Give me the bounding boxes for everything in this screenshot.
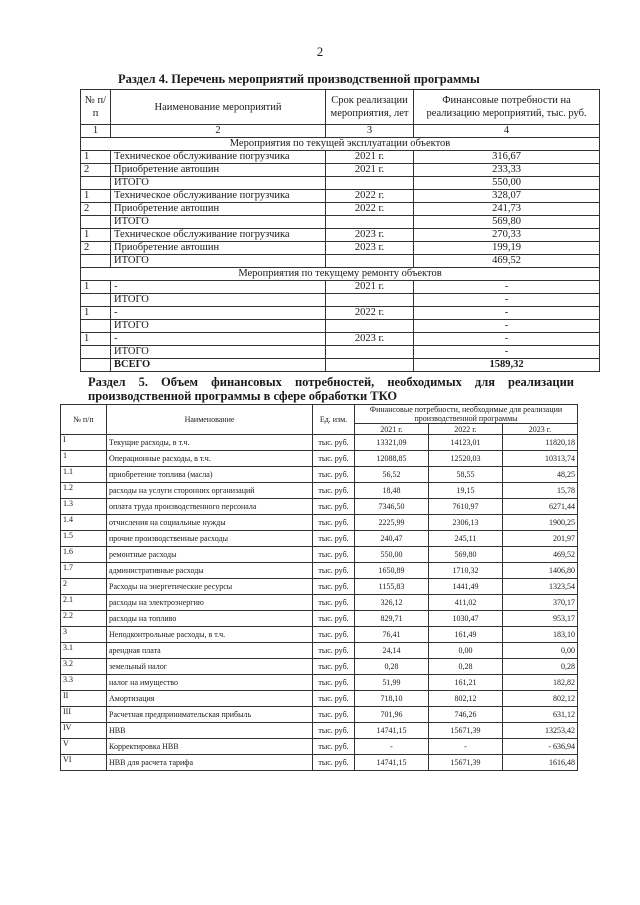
row-period: [326, 346, 414, 359]
row-number: 1: [81, 151, 111, 164]
table-row: [61, 755, 578, 771]
col-number: 2: [111, 125, 326, 138]
row-number: V: [61, 739, 107, 755]
header-year: 2021 г.: [355, 424, 429, 435]
subsection-title: Мероприятия по текущей эксплуатации объектов: [81, 138, 600, 151]
header-name: Наименование мероприятий: [111, 90, 326, 125]
row-name: административные расходы: [107, 563, 313, 579]
row-number: II: [61, 691, 107, 707]
row-value: 1650,89: [355, 563, 429, 579]
row-value: 24,14: [355, 643, 429, 659]
row-value: 1900,25: [503, 515, 578, 531]
table-row: [81, 281, 600, 294]
row-name: Приобретение автошин: [111, 242, 326, 255]
row-value: 746,26: [429, 707, 503, 723]
row-number: III: [61, 707, 107, 723]
row-value: 326,12: [355, 595, 429, 611]
row-name: НВВ для расчета тарифа: [107, 755, 313, 771]
table-row: [61, 499, 578, 515]
row-number: [81, 255, 111, 268]
row-value: -: [414, 333, 600, 346]
row-value: 1710,32: [429, 563, 503, 579]
row-value: 1616,48: [503, 755, 578, 771]
header-name: Наименование: [107, 405, 313, 435]
row-value: 15671,39: [429, 723, 503, 739]
row-name: ИТОГО: [111, 320, 326, 333]
row-unit: тыс. руб.: [313, 675, 355, 691]
subsection-title: Мероприятия по текущему ремонту объектов: [81, 268, 600, 281]
table-row: [61, 723, 578, 739]
header-finance: Финансовые потребности, необходимые для реализации производственной программы: [355, 405, 578, 424]
row-value: -: [414, 307, 600, 320]
row-name: Расчетная предпринимательская прибыль: [107, 707, 313, 723]
total-value: 1589,32: [414, 359, 600, 372]
row-value: 0,00: [429, 643, 503, 659]
row-value: 631,12: [503, 707, 578, 723]
row-value: 1441,49: [429, 579, 503, 595]
row-value: 829,71: [355, 611, 429, 627]
table-row: [81, 346, 600, 359]
header-num: № п/п: [81, 90, 111, 125]
row-value: 411,02: [429, 595, 503, 611]
row-value: 316,67: [414, 151, 600, 164]
subsection-row: [81, 268, 600, 281]
row-name: ИТОГО: [111, 216, 326, 229]
row-number: 3.3: [61, 675, 107, 691]
row-number: [81, 320, 111, 333]
row-value: 18,48: [355, 483, 429, 499]
row-value: 569,80: [414, 216, 600, 229]
row-name: Текущие расходы, в т.ч.: [107, 435, 313, 451]
row-name: Операционные расходы, в т.ч.: [107, 451, 313, 467]
row-number: 1: [81, 281, 111, 294]
table-row: [81, 177, 600, 190]
row-value: 7346,50: [355, 499, 429, 515]
row-value: 802,12: [429, 691, 503, 707]
row-period: 2023 г.: [326, 242, 414, 255]
row-value: 199,19: [414, 242, 600, 255]
row-period: 2022 г.: [326, 203, 414, 216]
row-value: 12088,85: [355, 451, 429, 467]
row-value: 718,10: [355, 691, 429, 707]
row-name: ИТОГО: [111, 346, 326, 359]
row-value: -: [414, 281, 600, 294]
row-name: арендная плата: [107, 643, 313, 659]
section5-table: [60, 404, 578, 771]
row-number: 2: [61, 579, 107, 595]
row-value: 161,49: [429, 627, 503, 643]
row-period: [326, 294, 414, 307]
header-unit: Ед. изм.: [313, 405, 355, 435]
row-name: -: [111, 333, 326, 346]
row-value: 14741,15: [355, 755, 429, 771]
row-value: 240,47: [355, 531, 429, 547]
total-row: [81, 359, 600, 372]
table-row: [61, 547, 578, 563]
row-value: 6271,44: [503, 499, 578, 515]
row-unit: тыс. руб.: [313, 547, 355, 563]
row-period: [326, 255, 414, 268]
row-name: Техническое обслуживание погрузчика: [111, 151, 326, 164]
row-name: оплата труда производственного персонала: [107, 499, 313, 515]
row-unit: тыс. руб.: [313, 531, 355, 547]
row-name: прочие производственные расходы: [107, 531, 313, 547]
column-numbers-row: [81, 125, 600, 138]
row-number: 1.5: [61, 531, 107, 547]
row-unit: тыс. руб.: [313, 435, 355, 451]
row-period: [326, 359, 414, 372]
row-value: 12520,03: [429, 451, 503, 467]
page-number: 2: [316, 44, 324, 59]
row-value: 76,41: [355, 627, 429, 643]
table-row: [81, 242, 600, 255]
row-name: расходы на топливо: [107, 611, 313, 627]
row-value: 370,17: [503, 595, 578, 611]
table-row: [61, 451, 578, 467]
table-row: [81, 229, 600, 242]
row-period: [326, 320, 414, 333]
row-number: 1.3: [61, 499, 107, 515]
table-row: [81, 255, 600, 268]
row-period: 2021 г.: [326, 151, 414, 164]
row-value: 0,28: [429, 659, 503, 675]
row-number: I: [61, 435, 107, 451]
row-value: 201,97: [503, 531, 578, 547]
row-unit: тыс. руб.: [313, 499, 355, 515]
row-value: 14741,15: [355, 723, 429, 739]
row-value: 270,33: [414, 229, 600, 242]
section4-header-row: [81, 90, 600, 125]
row-value: 15671,39: [429, 755, 503, 771]
table-row: [81, 151, 600, 164]
row-name: Техническое обслуживание погрузчика: [111, 190, 326, 203]
row-unit: тыс. руб.: [313, 755, 355, 771]
row-period: 2022 г.: [326, 190, 414, 203]
row-value: 802,12: [503, 691, 578, 707]
row-value: 2306,13: [429, 515, 503, 531]
row-name: приобретение топлива (масла): [107, 467, 313, 483]
row-value: 58,55: [429, 467, 503, 483]
row-name: Техническое обслуживание погрузчика: [111, 229, 326, 242]
row-unit: тыс. руб.: [313, 563, 355, 579]
row-unit: тыс. руб.: [313, 659, 355, 675]
row-number: 2: [81, 203, 111, 216]
row-name: Амортизация: [107, 691, 313, 707]
row-name: Приобретение автошин: [111, 164, 326, 177]
row-name: земельный налог: [107, 659, 313, 675]
row-value: 56,52: [355, 467, 429, 483]
row-unit: тыс. руб.: [313, 595, 355, 611]
row-name: ИТОГО: [111, 177, 326, 190]
row-value: 233,33: [414, 164, 600, 177]
table-row: [61, 483, 578, 499]
row-value: 953,17: [503, 611, 578, 627]
row-value: 0,28: [503, 659, 578, 675]
row-number: [81, 294, 111, 307]
row-number: VI: [61, 755, 107, 771]
table-row: [61, 531, 578, 547]
table-row: [61, 627, 578, 643]
row-value: 13321,09: [355, 435, 429, 451]
table-row: [61, 515, 578, 531]
table-row: [61, 659, 578, 675]
row-name: Корректировка НВВ: [107, 739, 313, 755]
row-number: 3.2: [61, 659, 107, 675]
row-unit: тыс. руб.: [313, 691, 355, 707]
row-value: 1030,47: [429, 611, 503, 627]
row-number: 1: [81, 229, 111, 242]
row-name: -: [111, 281, 326, 294]
row-number: 1.7: [61, 563, 107, 579]
row-value: 469,52: [503, 547, 578, 563]
row-value: 48,25: [503, 467, 578, 483]
row-name: ИТОГО: [111, 255, 326, 268]
header-finance: Финансовые потребности на реализацию мероприятий, тыс. руб.: [414, 90, 600, 125]
table-row: [61, 579, 578, 595]
row-number: [81, 177, 111, 190]
row-name: ИТОГО: [111, 294, 326, 307]
row-number: 3.1: [61, 643, 107, 659]
row-number: [81, 359, 111, 372]
row-unit: тыс. руб.: [313, 611, 355, 627]
header-year: 2023 г.: [503, 424, 578, 435]
row-value: -: [414, 320, 600, 333]
row-value: -: [414, 346, 600, 359]
col-number: 3: [326, 125, 414, 138]
header-year: 2022 г.: [429, 424, 503, 435]
row-value: 569,80: [429, 547, 503, 563]
row-number: 2: [81, 242, 111, 255]
row-value: 245,11: [429, 531, 503, 547]
row-value: 15,78: [503, 483, 578, 499]
row-value: 550,00: [414, 177, 600, 190]
row-value: -: [355, 739, 429, 755]
row-unit: тыс. руб.: [313, 467, 355, 483]
row-value: 2225,99: [355, 515, 429, 531]
row-number: 1.2: [61, 483, 107, 499]
table-row: [81, 203, 600, 216]
table-row: [61, 739, 578, 755]
table-row: [81, 216, 600, 229]
table-row: [61, 707, 578, 723]
row-unit: тыс. руб.: [313, 483, 355, 499]
table-row: [61, 675, 578, 691]
row-value: 1155,83: [355, 579, 429, 595]
row-unit: тыс. руб.: [313, 739, 355, 755]
table-row: [61, 595, 578, 611]
row-value: - 636,94: [503, 739, 578, 755]
row-value: 10313,74: [503, 451, 578, 467]
row-unit: тыс. руб.: [313, 579, 355, 595]
row-value: 701,96: [355, 707, 429, 723]
row-value: 11820,18: [503, 435, 578, 451]
row-period: 2021 г.: [326, 281, 414, 294]
section4-table: [80, 89, 600, 372]
row-value: 0,00: [503, 643, 578, 659]
header-num: № п/п: [61, 405, 107, 435]
row-name: налог на имущество: [107, 675, 313, 691]
row-number: 1: [81, 333, 111, 346]
table-row: [81, 164, 600, 177]
table-row: [81, 320, 600, 333]
table-row: [61, 611, 578, 627]
table-row: [81, 190, 600, 203]
row-period: 2021 г.: [326, 164, 414, 177]
row-value: 161,21: [429, 675, 503, 691]
row-unit: тыс. руб.: [313, 707, 355, 723]
row-unit: тыс. руб.: [313, 451, 355, 467]
row-value: 14123,01: [429, 435, 503, 451]
table-row: [81, 333, 600, 346]
row-number: 2.1: [61, 595, 107, 611]
table-row: [81, 307, 600, 320]
row-name: НВВ: [107, 723, 313, 739]
col-number: 4: [414, 125, 600, 138]
row-name: Приобретение автошин: [111, 203, 326, 216]
row-value: 1406,80: [503, 563, 578, 579]
row-number: 1.4: [61, 515, 107, 531]
row-number: 1.6: [61, 547, 107, 563]
row-name: отчисления на социальные нужды: [107, 515, 313, 531]
row-name: ремонтные расходы: [107, 547, 313, 563]
row-value: 550,00: [355, 547, 429, 563]
row-number: 1: [61, 451, 107, 467]
row-value: 328,07: [414, 190, 600, 203]
row-period: 2023 г.: [326, 333, 414, 346]
row-value: -: [414, 294, 600, 307]
row-value: 1323,54: [503, 579, 578, 595]
row-period: [326, 177, 414, 190]
row-value: 7610,97: [429, 499, 503, 515]
row-number: 1: [81, 307, 111, 320]
row-value: 183,10: [503, 627, 578, 643]
row-unit: тыс. руб.: [313, 515, 355, 531]
row-value: 0,28: [355, 659, 429, 675]
row-number: 2: [81, 164, 111, 177]
row-value: 13253,42: [503, 723, 578, 739]
header-period: Срок реализации мероприятия, лет: [326, 90, 414, 125]
table-row: [61, 691, 578, 707]
row-number: IV: [61, 723, 107, 739]
table-row: [61, 563, 578, 579]
row-value: 19,15: [429, 483, 503, 499]
row-value: 51,99: [355, 675, 429, 691]
row-value: 182,82: [503, 675, 578, 691]
table-row: [61, 467, 578, 483]
row-period: [326, 216, 414, 229]
row-name: расходы на услуги сторонних организаций: [107, 483, 313, 499]
row-unit: тыс. руб.: [313, 627, 355, 643]
row-unit: тыс. руб.: [313, 723, 355, 739]
col-number: 1: [81, 125, 111, 138]
subsection-row: [81, 138, 600, 151]
row-name: Расходы на энергетические ресурсы: [107, 579, 313, 595]
row-value: 469,52: [414, 255, 600, 268]
row-period: 2022 г.: [326, 307, 414, 320]
row-number: [81, 346, 111, 359]
row-number: 3: [61, 627, 107, 643]
row-number: [81, 216, 111, 229]
row-value: -: [429, 739, 503, 755]
total-label: ВСЕГО: [111, 359, 326, 372]
section5-header-row: [61, 405, 578, 424]
row-period: 2023 г.: [326, 229, 414, 242]
row-unit: тыс. руб.: [313, 643, 355, 659]
table-row: [81, 294, 600, 307]
row-value: 241,73: [414, 203, 600, 216]
row-number: 2.2: [61, 611, 107, 627]
table-row: [61, 643, 578, 659]
row-name: Неподконтрольные расходы, в т.ч.: [107, 627, 313, 643]
row-number: 1: [81, 190, 111, 203]
table-row: [61, 435, 578, 451]
row-name: расходы на электроэнергию: [107, 595, 313, 611]
section4-title: Раздел 4. Перечень мероприятий производственной программы: [118, 72, 480, 86]
row-number: 1.1: [61, 467, 107, 483]
section5-title: Раздел 5. Объем финансовых потребностей, необходимых для реализации производственной программы в сфере обработки ТКО: [88, 375, 574, 403]
row-name: -: [111, 307, 326, 320]
